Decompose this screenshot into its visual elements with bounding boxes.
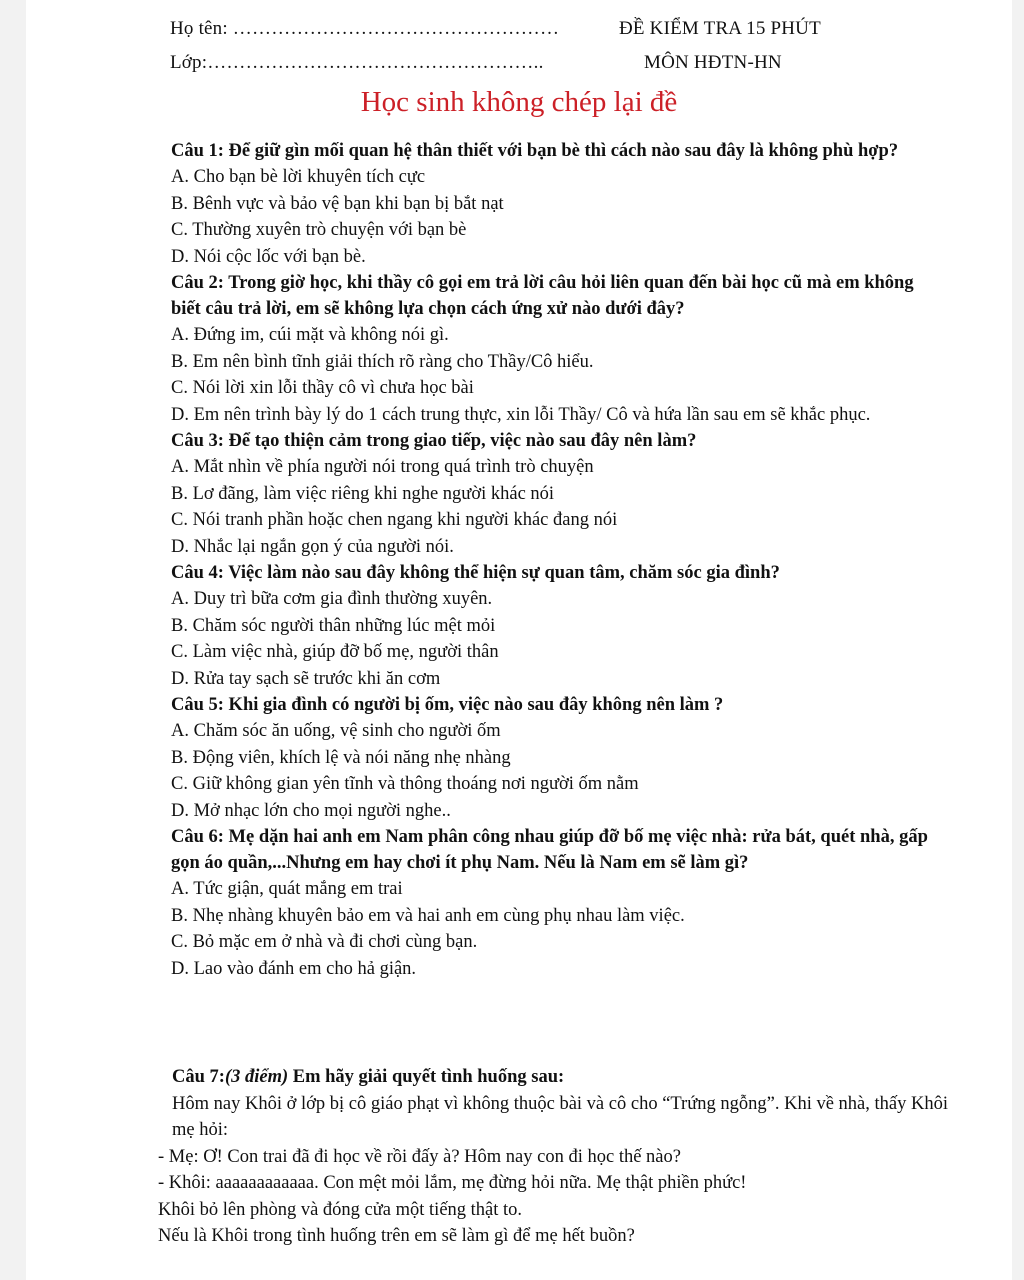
question-block: [171, 560, 941, 692]
answer-option: C. Giữ không gian yên tĩnh và thông thoáng nơi người ốm nằm: [171, 774, 639, 794]
question-block: [171, 428, 941, 560]
answer-option: A. Tức giận, quát mắng em trai: [171, 879, 403, 899]
dialogue-mother: - Mẹ: Ơ! Con trai đã đi học về rồi đấy à? Hôm nay con đi học thế nào?: [158, 1146, 681, 1167]
scenario-paragraph: Hôm nay Khôi ở lớp bị cô giáo phạt vì không thuộc bài và cô cho “Trứng ngỗng”. Khi về nhà, thấy Khôi mẹ hỏi:: [172, 1093, 948, 1140]
answer-option: C. Nói tranh phần hoặc chen ngang khi người khác đang nói: [171, 510, 618, 530]
question-block: [171, 138, 941, 270]
class-field: Lớp:……………………………………………..: [170, 52, 544, 73]
answer-option: D. Nói cộc lốc với bạn bè.: [171, 246, 366, 267]
questions-list: [171, 138, 941, 982]
question-text: Câu 4: Việc làm nào sau đây không thể hiện sự quan tâm, chăm sóc gia đình?: [171, 563, 780, 583]
answer-option: A. Đứng im, cúi mặt và không nói gì.: [171, 325, 449, 345]
question-block: [171, 824, 941, 982]
answer-option: B. Lơ đãng, làm việc riêng khi nghe người khác nói: [171, 483, 555, 504]
answer-option: B. Nhẹ nhàng khuyên bảo em và hai anh em cùng phụ nhau làm việc.: [171, 905, 685, 926]
question-7-block: [158, 1067, 958, 1250]
answer-option: D. Rửa tay sạch sẽ trước khi ăn cơm: [171, 668, 441, 689]
answer-option: A. Mắt nhìn về phía người nói trong quá trình trò chuyện: [171, 457, 594, 477]
question-text: Câu 2: Trong giờ học, khi thầy cô gọi em trả lời câu hỏi liên quan đến bài học cũ mà em không biết câu trả lời, em sẽ không lựa chọn cách ứng xử nào dưới đây?: [171, 273, 914, 319]
answer-option: A. Duy trì bữa cơm gia đình thường xuyên.: [171, 589, 493, 609]
answer-option: D. Mở nhạc lớn cho mọi người nghe..: [171, 800, 451, 821]
answer-option: B. Động viên, khích lệ và nói năng nhẹ nhàng: [171, 747, 511, 768]
answer-option: B. Em nên bình tĩnh giải thích rõ ràng cho Thầy/Cô hiểu.: [171, 351, 594, 372]
question-7-label: Câu 7:: [172, 1067, 225, 1087]
question-7-heading: [158, 1064, 958, 1091]
notice-title: Học sinh không chép lại đề: [360, 86, 678, 118]
question-7-score: (3 điểm): [224, 1067, 289, 1087]
answer-option: A. Chăm sóc ăn uống, vệ sinh cho người ốm: [171, 721, 501, 741]
question-block: [171, 270, 941, 428]
question-text: Câu 1: Để giữ gìn mối quan hệ thân thiết với bạn bè thì cách nào sau đây là không phù hợp?: [171, 141, 899, 161]
answer-option: C. Thường xuyên trò chuyện với bạn bè: [171, 220, 467, 240]
answer-option: C. Nói lời xin lỗi thầy cô vì chưa học bài: [171, 378, 474, 398]
question-block: [171, 692, 941, 824]
question-text: Câu 5: Khi gia đình có người bị ốm, việc nào sau đây không nên làm ?: [171, 695, 724, 715]
answer-option: A. Cho bạn bè lời khuyên tích cực: [171, 167, 426, 187]
exam-title: ĐỀ KIỂM TRA 15 PHÚT: [619, 18, 821, 39]
answer-option: D. Nhắc lại ngắn gọn ý của người nói.: [171, 536, 454, 557]
question-text: Câu 3: Để tạo thiện cảm trong giao tiếp, việc nào sau đây nên làm?: [171, 431, 697, 451]
answer-option: D. Lao vào đánh em cho hả giận.: [171, 958, 417, 979]
scenario-line: Khôi bỏ lên phòng và đóng cửa một tiếng thật to.: [158, 1199, 523, 1220]
answer-option: D. Em nên trình bày lý do 1 cách trung thực, xin lỗi Thầy/ Cô và hứa lần sau em sẽ khắc phục.: [171, 404, 871, 425]
answer-option: B. Chăm sóc người thân những lúc mệt mỏi: [171, 615, 496, 636]
question-7-ask: Nếu là Khôi trong tình huống trên em sẽ làm gì để mẹ hết buồn?: [158, 1226, 635, 1246]
answer-option: C. Làm việc nhà, giúp đỡ bố mẹ, người thân: [171, 642, 499, 662]
question-7-prompt: Em hãy giải quyết tình huống sau:: [288, 1067, 565, 1087]
dialogue-khoi: - Khôi: aaaaaaaaaaaa. Con mệt mỏi lắm, mẹ đừng hỏi nữa. Mẹ thật phiền phức!: [158, 1173, 747, 1193]
subject-label: MÔN HĐTN-HN: [644, 52, 782, 73]
answer-option: B. Bênh vực và bảo vệ bạn khi bạn bị bắt nạt: [171, 193, 504, 214]
student-name-field: Họ tên: ……………………………………………: [170, 18, 560, 39]
answer-option: C. Bỏ mặc em ở nhà và đi chơi cùng bạn.: [171, 932, 478, 952]
question-text: Câu 6: Mẹ dặn hai anh em Nam phân công nhau giúp đỡ bố mẹ việc nhà: rửa bát, quét nhà, gấp gọn áo quần,...Nhưng em hay chơi ít phụ Nam. Nếu là Nam em sẽ làm gì?: [171, 827, 928, 873]
exam-page: [26, 0, 1012, 1280]
